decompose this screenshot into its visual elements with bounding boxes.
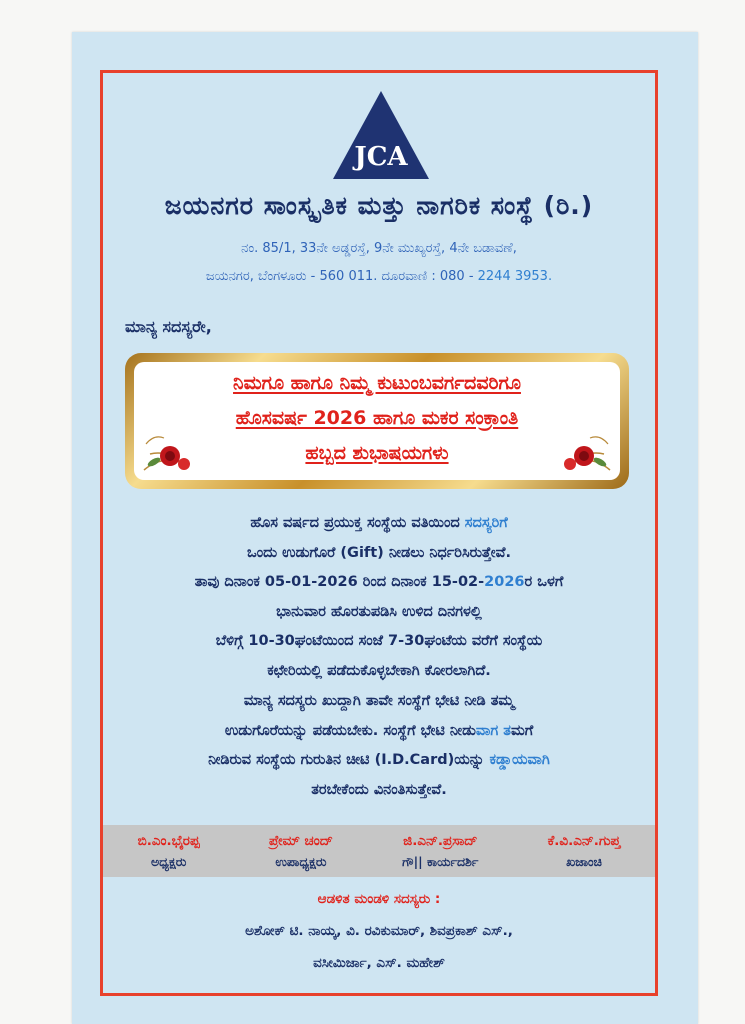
committee-title: ಆಡಳಿತ ಮಂಡಳಿ ಸದಸ್ಯರು : [317,891,441,907]
signatory-role: ಉಪಾಧ್ಯಕ್ಷರು [275,853,327,869]
signatory-role: ಖಜಾಂಚಿ [566,853,602,869]
signatory-name: ಪ್ರೇಮ್ ಚಂದ್ [268,832,333,849]
p1-line-3-text: ತಾವು ದಿನಾಂಕ 05-01-2026 ರಿಂದ ದಿನಾಂಕ 15-02- [194,574,485,590]
signatory-role: ಅಧ್ಯಕ್ಷರು [150,853,187,869]
signatory-president [138,833,200,870]
signatory-name: ಕೆ.ವಿ.ಎನ್.ಗುಪ್ತ [547,832,621,849]
signatory-vice-president [269,833,333,870]
logo-text: JCA [354,142,408,172]
p1-line-3-highlight: 2026 [484,574,525,590]
greeting-line-3-text: ಹಬ್ಬದ ಶುಭಾಷಯಗಳು [305,442,449,464]
p2-line-1: ಮಾನ್ಯ ಸದಸ್ಯರು ಖುದ್ದಾಗಿ ತಾವೇ ಸಂಸ್ಥೆಗೆ ಭೇಟಿ ನೀಡಿ ತಮ್ಮ [243,693,515,709]
p1-line-5: ಬೆಳಿಗ್ಗೆ 10-30ಘಂಟೆಯಿಂದ ಸಂಜೆ 7-30ಘಂಟೆಯ ವರೆಗೆ ಸಂಸ್ಥೆಯ [215,633,543,649]
address-line-2-main: ಜಯನಗರ, ಬೆಂಗಳೂರು - 560 011. ದೂರವಾಣಿ : 080 - [205,269,478,284]
signatory-treasurer [548,833,621,870]
greeting-line-2-text: ಹೊಸವರ್ಷ 2026 ಹಾಗೂ ಮಕರ ಸಂಕ್ರಾಂತಿ [235,407,519,429]
signatories-band [103,825,655,877]
phone-number: 2244 3953. [477,269,553,284]
committee-members-line-2: ವಸೀಮಿರ್ಜಾ, ಎಸ್. ಮಹೇಶ್ [313,955,445,971]
signatory-secretary [402,833,478,870]
organization-name: ಜಯನಗರ ಸಾಂಸ್ಕೃತಿಕ ಮತ್ತು ನಾಗರಿಕ ಸಂಸ್ಥೆ (ರಿ.) [164,191,594,220]
paragraph-gift-info [113,509,645,686]
p1-line-2: ಒಂದು ಉಡುಗೊರೆ (Gift) ನೀಡಲು ನಿರ್ಧರಿಸಿರುತ್ತೇವೆ. [246,544,512,561]
rose-corner-right-icon [552,426,614,476]
p1-line-6: ಕಛೇರಿಯಲ್ಲಿ ಪಡೆದುಕೊಳ್ಳಬೇಕಾಗಿ ಕೋರಲಾಗಿದೆ. [267,662,491,679]
signatory-name: ಬಿ.ಎಂ.ಭೈರಪ್ಪ [137,832,200,849]
p2-line-3-text: ನೀಡಿರುವ ಸಂಸ್ಥೆಯ ಗುರುತಿನ ಚೀಟಿ (I.D.Card)ಯನ್ನು [208,752,490,768]
greeting-line-2 [134,407,620,429]
greeting-banner-inner [134,362,620,480]
salutation: ಮಾನ್ಯ ಸದಸ್ಯರೇ, [125,317,212,336]
p2-line-3-highlight: ಕಡ್ಡಾಯವಾಗಿ [489,752,550,768]
invitation-card [72,32,698,1024]
signatory-name: ಜಿ.ಎನ್.ಪ್ರಸಾದ್ [403,832,478,849]
p2-line-4: ತರಬೇಕೆಂದು ವಿನಂತಿಸುತ್ತೇವೆ. [311,781,447,798]
greeting-line-1 [134,372,620,394]
signatory-role: ಗೌ|| ಕಾರ್ಯದರ್ಶಿ [402,853,479,869]
p2-line-2-suffix: ಮಗೆ [510,722,534,739]
p2-line-3 [113,746,645,776]
rose-corner-left-icon [140,426,202,476]
jca-logo-icon [331,89,431,181]
greeting-line-1-text: ನಿಮಗೂ ಹಾಗೂ ನಿಮ್ಮ ಕುಟುಂಬವರ್ಗದವರಿಗೂ [233,372,521,394]
address-line-2 [103,269,655,284]
p1-line-1-highlight: ಸದಸ್ಯರಿಗೆ [464,515,508,531]
p1-line-1 [113,509,645,539]
red-border-frame [100,70,658,996]
p1-line-1-text: ಹೊಸ ವರ್ಷದ ಪ್ರಯುಕ್ತ ಸಂಸ್ಥೆಯ ವತಿಯಿಂದ [250,515,465,531]
p1-line-4: ಭಾನುವಾರ ಹೊರತುಪಡಿಸಿ ಉಳಿದ ದಿನಗಳಲ್ಲಿ [276,603,482,620]
p2-line-2 [113,717,645,747]
p1-line-3-suffix: ರ ಒಳಗೆ [524,574,564,590]
p2-line-2-highlight: ವಾಗ ತ [475,722,511,739]
address-line-1: ನಂ. 85/1, 33ನೇ ಅಡ್ಡರಸ್ತೆ, 9ನೇ ಮುಖ್ಯರಸ್ತೆ, 4ನೇ ಬಡಾವಣೆ, [241,241,517,256]
p2-line-2-text: ಉಡುಗೊರೆಯನ್ನು ಪಡೆಯಬೇಕು. ಸಂಸ್ಥೆಗೆ ಭೇಟಿ ನೀಡು [224,722,476,739]
paragraph-id-card-info [113,687,645,805]
greeting-banner [125,353,629,489]
p1-line-3 [113,568,645,598]
greeting-line-3 [134,442,620,464]
committee-members-line-1: ಅಶೋಕ್ ಟಿ. ನಾಯ್ಕ, ವಿ. ರವಿಕುಮಾರ್, ಶಿವಪ್ರಕಾಶ್ ಎಸ್., [245,923,513,939]
